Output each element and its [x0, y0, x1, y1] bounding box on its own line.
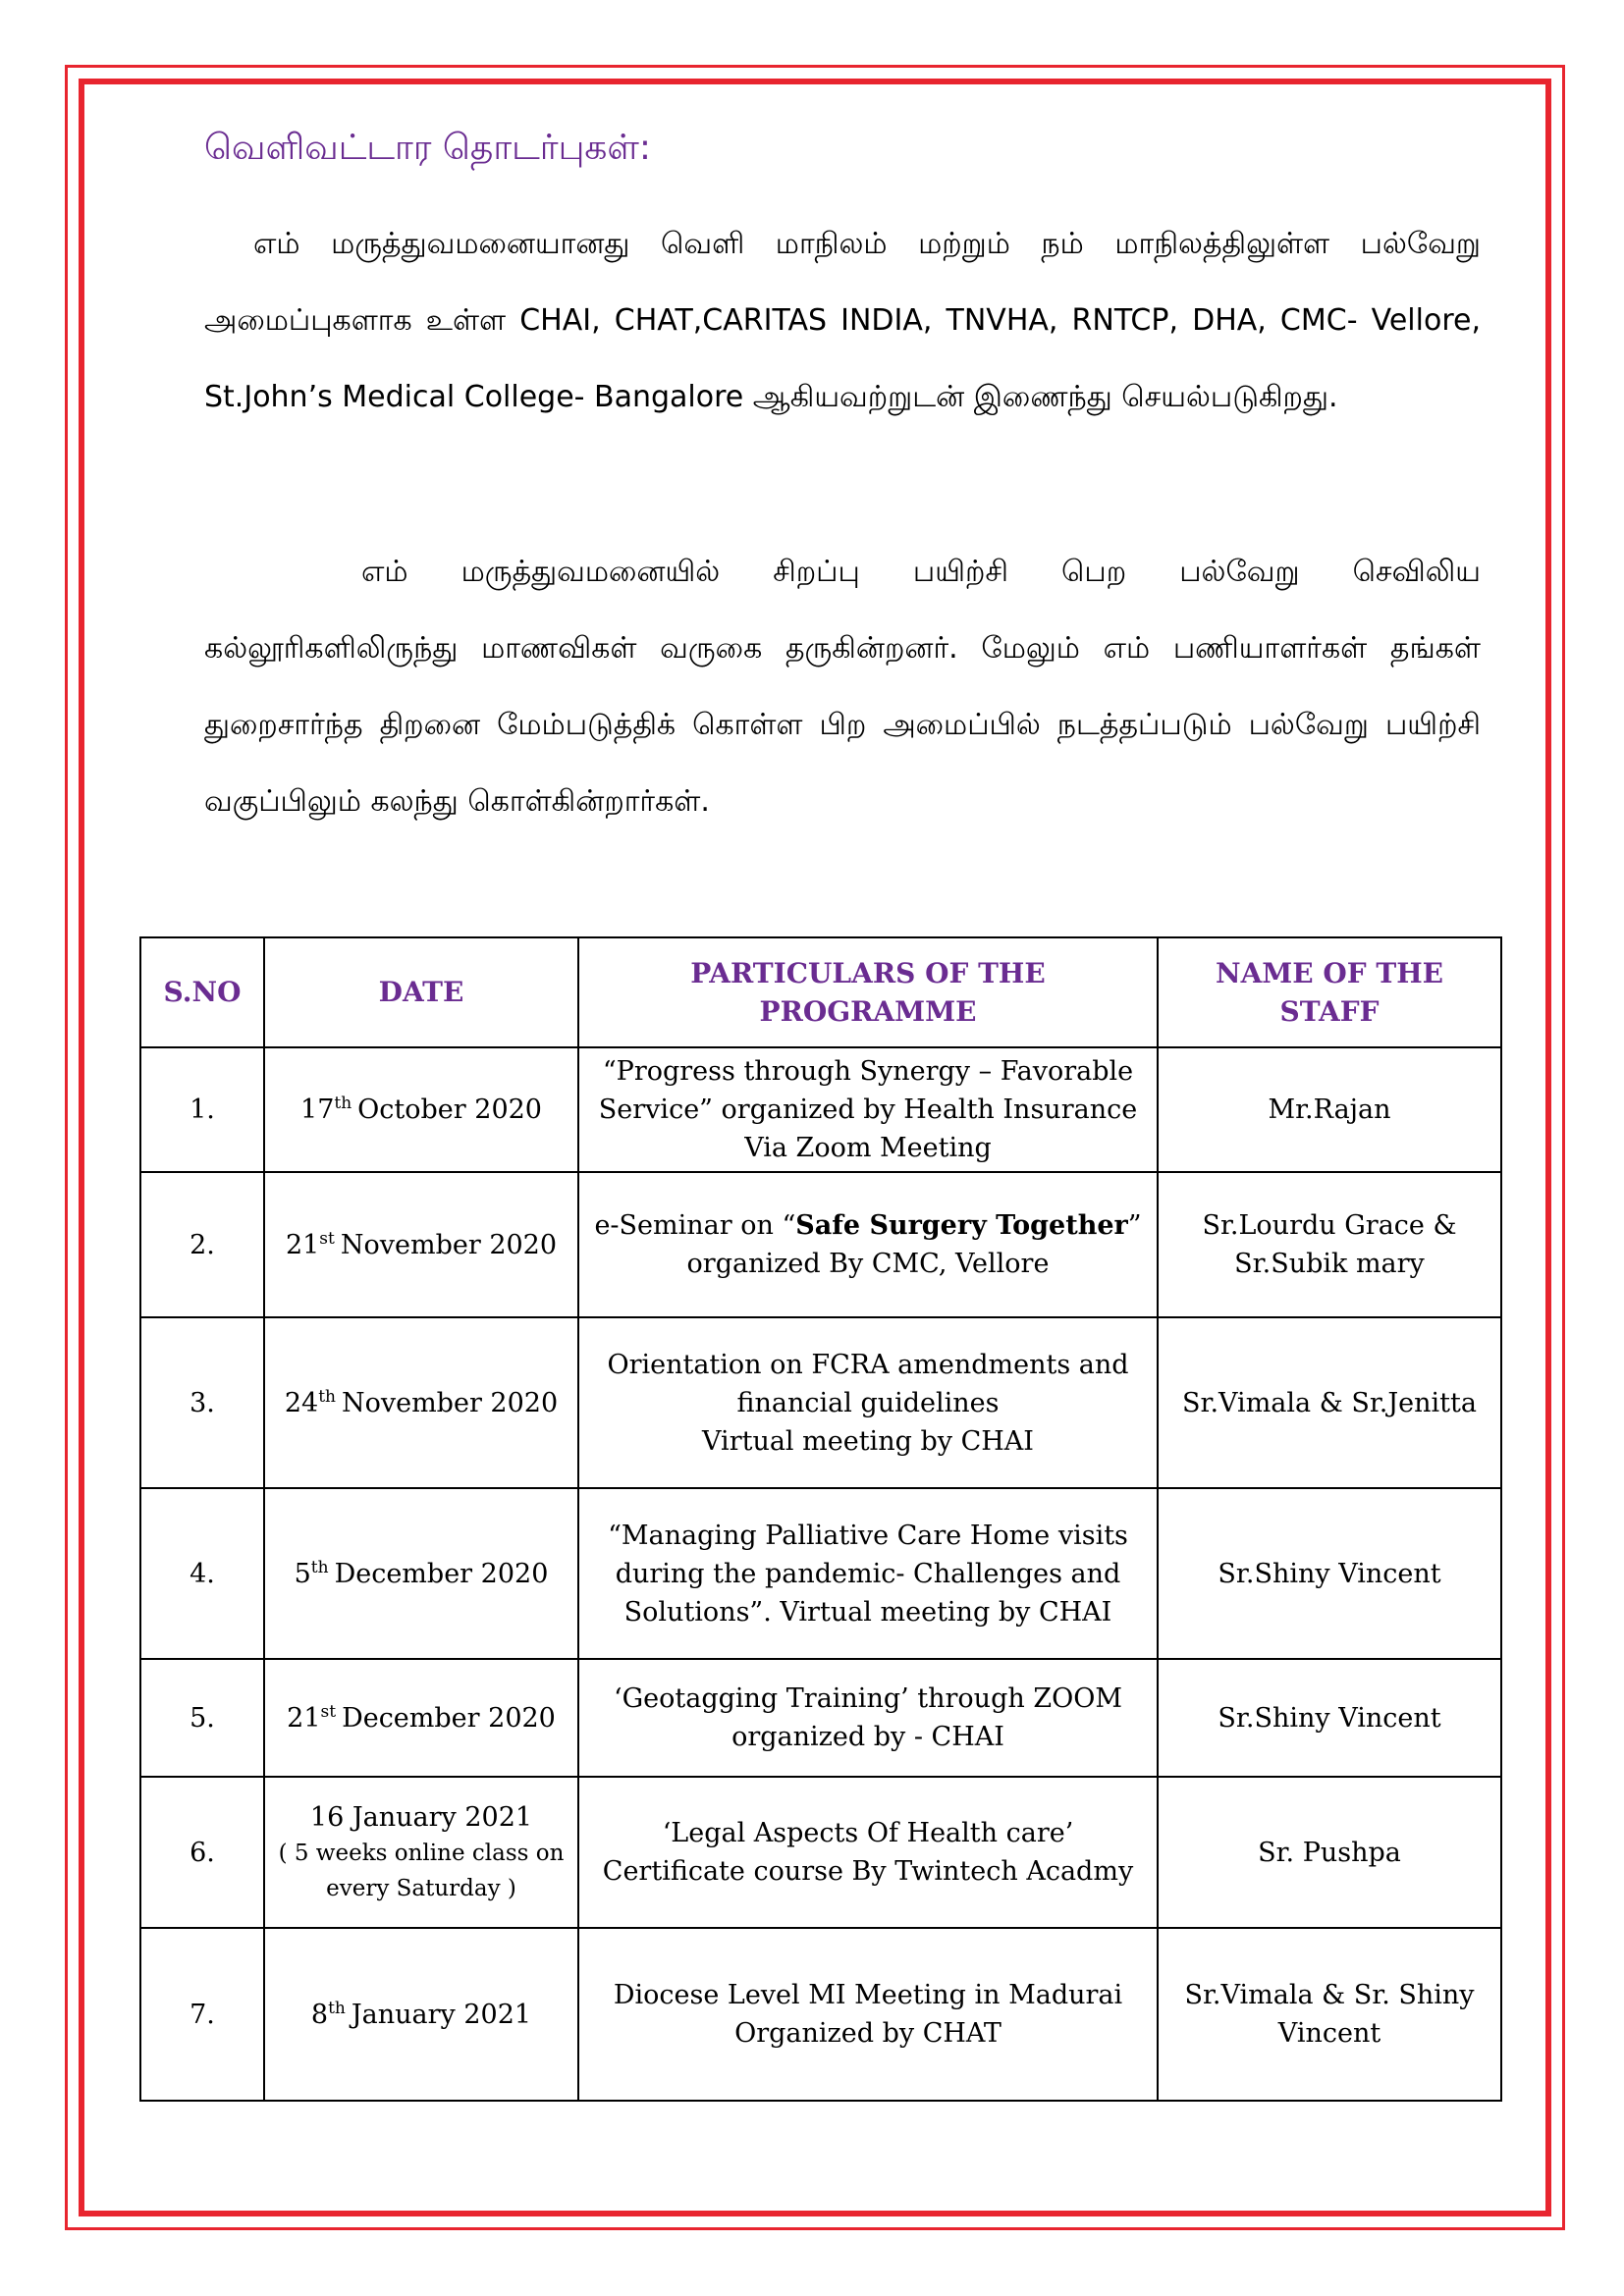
- date-day-suffix: th: [334, 1094, 352, 1114]
- cell-staff: Sr.Vimala & Sr.Jenitta: [1158, 1317, 1501, 1488]
- particulars-text-end: ”: [1127, 1210, 1142, 1242]
- particulars-text: “Managing Palliative Care Home visits: [608, 1520, 1128, 1551]
- cell-date: [264, 1659, 578, 1777]
- date-day-suffix: th: [310, 1557, 329, 1577]
- particulars-line: Via Zoom Meeting: [744, 1133, 992, 1164]
- cell-particulars: [578, 1488, 1158, 1659]
- cell-particulars: [578, 1047, 1158, 1172]
- date-day: 24: [284, 1387, 319, 1418]
- programmes-table: [139, 936, 1502, 2102]
- cell-staff: Mr.Rajan: [1158, 1047, 1501, 1172]
- cell-staff: Sr.Shiny Vincent: [1158, 1659, 1501, 1777]
- table-row: [140, 1317, 1501, 1488]
- particulars-line: financial guidelines: [736, 1387, 1000, 1418]
- cell-sno: 5.: [140, 1659, 264, 1777]
- particulars-text: Diocese Level MI Meeting in Madurai: [613, 1980, 1123, 2011]
- table-row: [140, 1777, 1501, 1928]
- particulars-line: Certificate course By Twintech Acadmy: [602, 1856, 1134, 1888]
- table-row: [140, 1928, 1501, 2101]
- cell-sno: 6.: [140, 1777, 264, 1928]
- particulars-line: [589, 1814, 1147, 1852]
- particulars-text: e-Seminar on “: [594, 1210, 796, 1242]
- cell-date: [264, 1777, 578, 1928]
- particulars-line: [589, 1680, 1147, 1718]
- cell-particulars: [578, 1172, 1158, 1317]
- particulars-line: Organized by CHAT: [734, 2018, 1001, 2050]
- particulars-line: Solutions”. Virtual meeting by CHAI: [623, 1596, 1112, 1628]
- date-month-year: October 2020: [357, 1095, 542, 1126]
- particulars-text: ‘Legal Aspects Of Health care’: [662, 1818, 1074, 1849]
- particulars-line: [589, 1346, 1147, 1384]
- cell-staff: Sr.Vimala & Sr. Shiny Vincent: [1158, 1928, 1501, 2101]
- date-month-year: December 2020: [334, 1558, 549, 1589]
- particulars-line: organized by - CHAI: [731, 1722, 1004, 1753]
- section-heading: வெளிவட்டார தொடர்புகள்:: [204, 128, 652, 168]
- date-month-year: December 2020: [342, 1702, 556, 1734]
- cell-staff: Sr.Shiny Vincent: [1158, 1488, 1501, 1659]
- table-row: [140, 1047, 1501, 1172]
- table-row: [140, 1488, 1501, 1659]
- date-month-year: November 2020: [340, 1229, 558, 1260]
- date-day: 5: [294, 1558, 311, 1589]
- date-month-year: January 2021: [351, 1999, 532, 2030]
- cell-sno: 3.: [140, 1317, 264, 1488]
- cell-date: [264, 1172, 578, 1317]
- particulars-text: “Progress through Synergy – Favorable Service” organized by Health Insurance: [598, 1056, 1138, 1126]
- cell-date: [264, 1317, 578, 1488]
- table-body: [140, 1047, 1501, 2101]
- paragraph-training-text: எம் மருத்துவமனையில் சிறப்பு பயிற்சி பெற பல்வேறு செவிலிய கல்லூரிகளிலிருந்து மாணவிகள் வருகை தருகின்றனர். மேலும் எம் பணியாளர்கள் தங்கள் துறைசார்ந்த திறனை மேம்படுத்திக் கொள்ள பிற அமைப்பில் நடத்தப்படும் பல்வேறு பயிற்சி வகுப்பிலும் கலந்து கொள்கின்றார்கள்.: [204, 555, 1481, 819]
- date-day-suffix: st: [319, 1228, 335, 1249]
- cell-particulars: [578, 1659, 1158, 1777]
- header-particulars: PARTICULARS OF THE PROGRAMME: [578, 937, 1158, 1047]
- cell-particulars: [578, 1777, 1158, 1928]
- header-sno: S.NO: [140, 937, 264, 1047]
- particulars-line: Virtual meeting by CHAI: [702, 1425, 1034, 1457]
- date-day-suffix: th: [318, 1386, 336, 1407]
- cell-sno: 1.: [140, 1047, 264, 1172]
- date-day-suffix: th: [328, 1998, 346, 2018]
- particulars-line: during the pandemic- Challenges and: [615, 1558, 1121, 1589]
- cell-date: [264, 1488, 578, 1659]
- cell-sno: 7.: [140, 1928, 264, 2101]
- particulars-line: [589, 1052, 1147, 1129]
- cell-particulars: [578, 1928, 1158, 2101]
- header-date: DATE: [264, 937, 578, 1047]
- cell-staff: Sr.Lourdu Grace & Sr.Subik mary: [1158, 1172, 1501, 1317]
- particulars-bold-text: Safe Surgery Together: [795, 1210, 1128, 1242]
- cell-sno: 4.: [140, 1488, 264, 1659]
- paragraph-training: [204, 534, 1481, 840]
- cell-date: [264, 1047, 578, 1172]
- cell-date: [264, 1928, 578, 2101]
- cell-sno: 2.: [140, 1172, 264, 1317]
- particulars-line: organized By CMC, Vellore: [686, 1249, 1050, 1280]
- particulars-line: [589, 1976, 1147, 2014]
- table-header-row: [140, 937, 1501, 1047]
- date-text: 16 January 2021: [309, 1802, 533, 1834]
- date-day: 17: [300, 1095, 335, 1126]
- date-day: 21: [285, 1229, 320, 1260]
- date-day-suffix: st: [320, 1701, 337, 1722]
- particulars-line: [589, 1206, 1147, 1245]
- particulars-text: ‘Geotagging Training’ through ZOOM: [613, 1683, 1123, 1715]
- particulars-text: Orientation on FCRA amendments and: [607, 1349, 1129, 1380]
- date-day: 8: [310, 1999, 329, 2030]
- cell-staff: Sr. Pushpa: [1158, 1777, 1501, 1928]
- date-month-year: November 2020: [341, 1387, 559, 1418]
- paragraph-collaborations: [204, 206, 1481, 436]
- date-day: 21: [287, 1702, 321, 1734]
- date-note: ( 5 weeks online class on every Saturday ): [278, 1841, 565, 1901]
- paragraph-collaborations-text: எம் மருத்துவமனையானது வெளி மாநிலம் மற்றும் நம் மாநிலத்திலுள்ள பல்வேறு அமைப்புகளாக உள்ள CHAI, CHAT,CARITAS INDIA, TNVHA, RNTCP, DHA, CMC- Vellore, St.John’s Medical College- Bangalore ஆகியவற்றுடன் இணைந்து செயல்படுகிறது.: [204, 227, 1481, 414]
- table-row: [140, 1172, 1501, 1317]
- table-row: [140, 1659, 1501, 1777]
- header-staff: NAME OF THE STAFF: [1158, 937, 1501, 1047]
- particulars-line: [589, 1517, 1147, 1555]
- cell-particulars: [578, 1317, 1158, 1488]
